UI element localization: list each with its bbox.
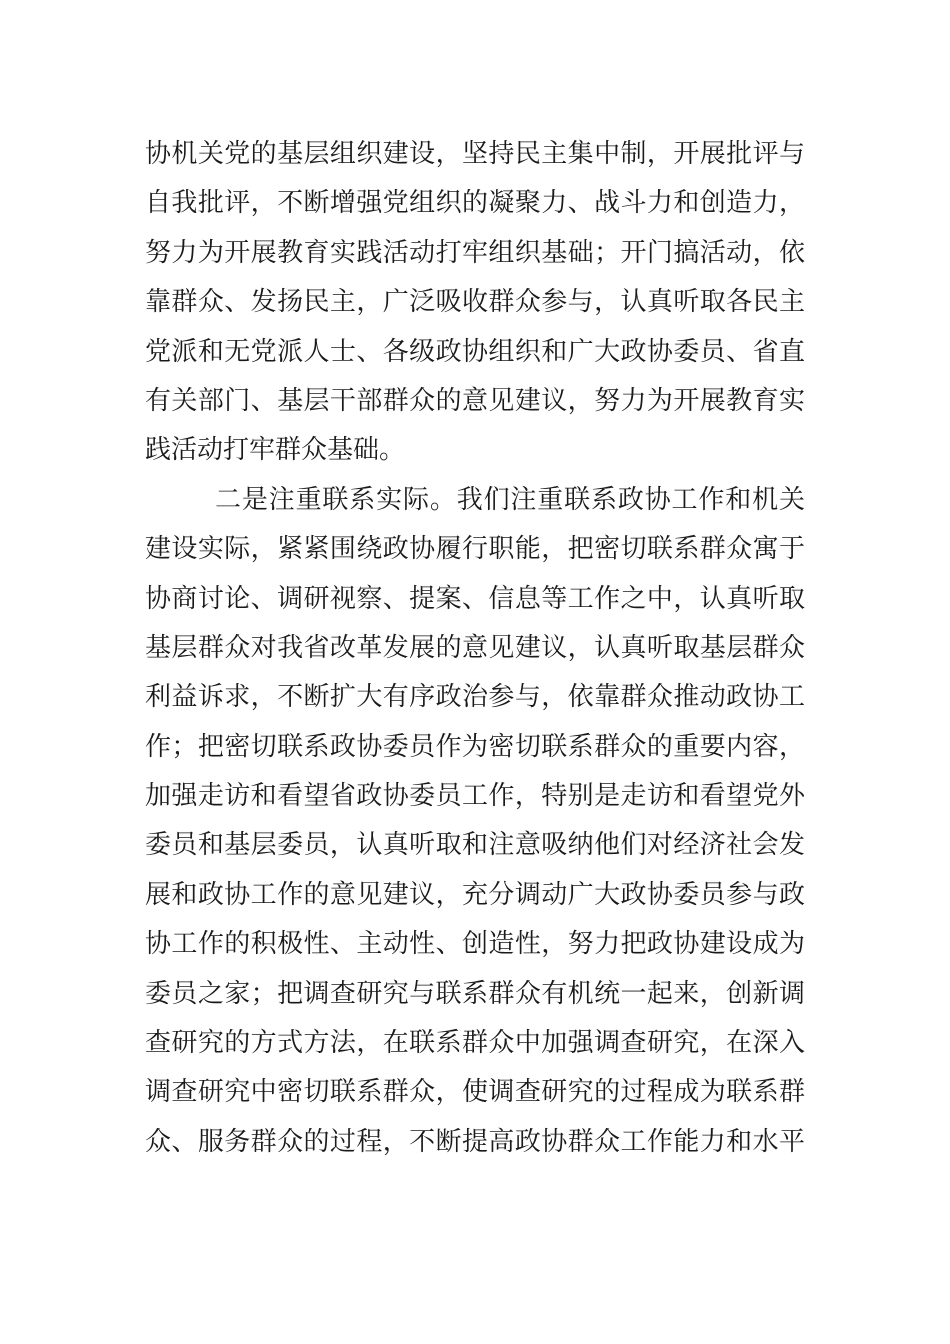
paragraph-2-line: 二是注重联系实际。我们注重联系政协工作和机关 bbox=[215, 484, 805, 515]
paragraph-2-line: 作；把密切联系政协委员作为密切联系群众的重要内容， bbox=[145, 731, 805, 762]
paragraph-2-line: 委员之家；把调查研究与联系群众有机统一起来，创新调 bbox=[145, 978, 805, 1009]
paragraph-2-line: 基层群众对我省改革发展的意见建议，认真听取基层群众 bbox=[145, 632, 805, 663]
paragraph-1-line: 靠群众、发扬民主，广泛吸收群众参与，认真听取各民主 bbox=[145, 287, 805, 318]
paragraph-2-line: 加强走访和看望省政协委员工作，特别是走访和看望党外 bbox=[145, 781, 805, 812]
paragraph-2-line: 查研究的方式方法，在联系群众中加强调查研究，在深入 bbox=[145, 1028, 805, 1059]
paragraph-2-line: 委员和基层委员，认真听取和注意吸纳他们对经济社会发 bbox=[145, 830, 805, 861]
paragraph-2-line: 协商讨论、调研视察、提案、信息等工作之中，认真听取 bbox=[145, 583, 805, 614]
paragraph-1-line: 践活动打牢群众基础。 bbox=[145, 435, 406, 466]
paragraph-1-line: 有关部门、基层干部群众的意见建议，努力为开展教育实 bbox=[145, 385, 805, 416]
paragraph-1-line: 协机关党的基层组织建设，坚持民主集中制，开展批评与 bbox=[145, 139, 805, 169]
paragraph-1-line: 自我批评，不断增强党组织的凝聚力、战斗力和创造力， bbox=[145, 188, 805, 219]
paragraph-2-line: 利益诉求，不断扩大有序政治参与，依靠群众推动政协工 bbox=[145, 682, 805, 713]
paragraph-2-line: 展和政协工作的意见建议，充分调动广大政协委员参与政 bbox=[145, 879, 805, 910]
paragraph-2-line: 建设实际，紧紧围绕政协履行职能，把密切联系群众寓于 bbox=[145, 534, 805, 565]
paragraph-2-line: 协工作的积极性、主动性、创造性，努力把政协建设成为 bbox=[145, 929, 805, 960]
document-body bbox=[145, 130, 805, 1167]
paragraph-1-line: 努力为开展教育实践活动打牢组织基础；开门搞活动，依 bbox=[145, 237, 805, 268]
paragraph-2-line: 调查研究中密切联系群众，使调查研究的过程成为联系群 bbox=[145, 1077, 805, 1108]
paragraph-1-line: 党派和无党派人士、各级政协组织和广大政协委员、省直 bbox=[145, 336, 805, 367]
paragraph-2-line: 众、服务群众的过程，不断提高政协群众工作能力和水平 bbox=[145, 1126, 805, 1157]
